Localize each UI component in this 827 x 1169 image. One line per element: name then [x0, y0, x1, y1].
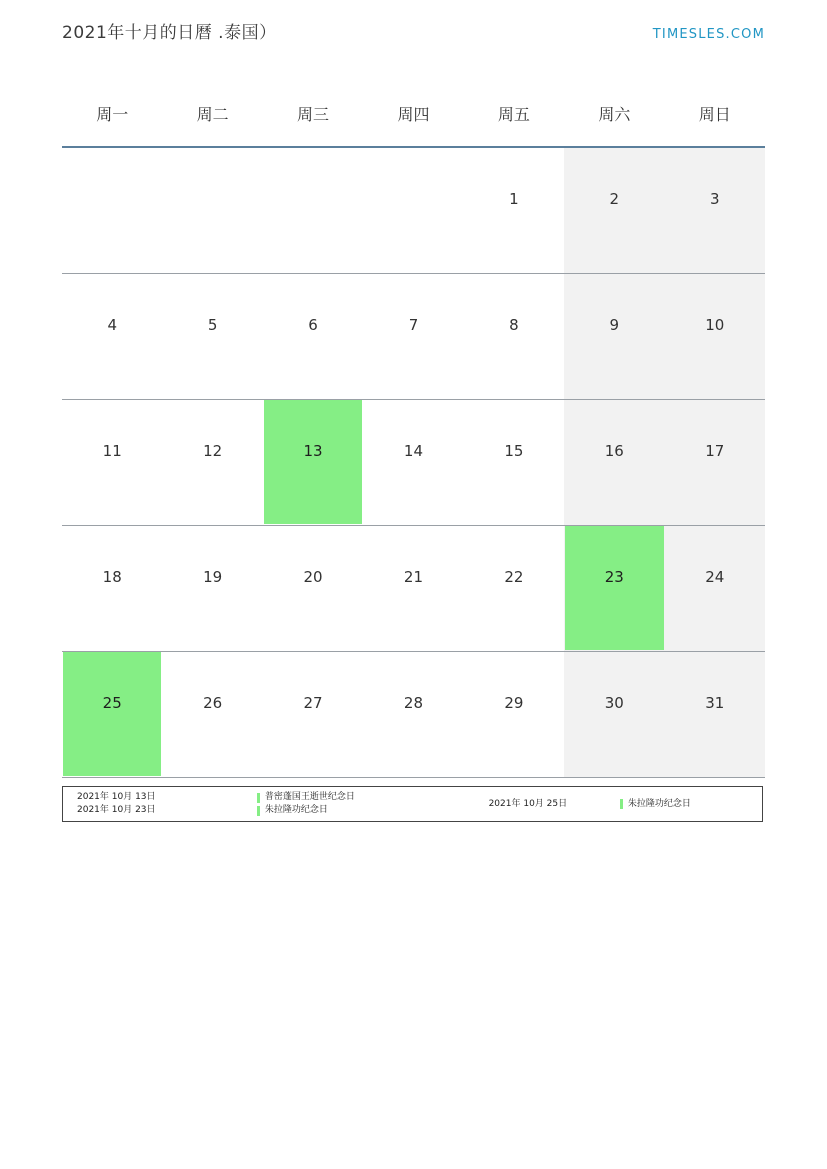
day-highlight: [464, 274, 564, 398]
day-cell[interactable]: [665, 274, 765, 400]
calendar-week-row: [62, 274, 765, 400]
legend-holiday-name: 朱拉隆功纪念日: [627, 798, 691, 809]
day-number: 4: [107, 316, 117, 334]
page-header: [62, 18, 765, 50]
day-highlight: [665, 400, 765, 524]
day-number: 9: [609, 316, 620, 334]
day-cell[interactable]: [263, 526, 363, 652]
weekday-header-sat: 周六: [564, 80, 664, 147]
day-cell[interactable]: [564, 147, 664, 274]
day-number: 27: [303, 694, 323, 712]
calendar-week-row: [62, 400, 765, 526]
legend-color-marker: [620, 799, 623, 809]
legend-holiday-name: 朱拉隆功纪念日: [264, 805, 328, 815]
weekday-header-sun: 周日: [665, 80, 765, 147]
day-cell[interactable]: [464, 147, 564, 274]
day-highlight: [62, 526, 162, 650]
day-number: 19: [203, 568, 223, 586]
day-cell[interactable]: [665, 652, 765, 778]
day-highlight: [564, 148, 664, 272]
legend-dates-column-1: [69, 787, 257, 821]
weekday-header-thu: 周四: [363, 80, 463, 147]
day-cell-holiday[interactable]: [263, 400, 363, 526]
day-number: 6: [308, 316, 318, 334]
day-cell[interactable]: [62, 526, 162, 652]
legend-holiday-entry: [257, 804, 481, 817]
day-highlight: [363, 526, 463, 650]
calendar-body: [62, 147, 765, 778]
legend-holiday-entry: [257, 791, 481, 804]
day-highlight: [263, 652, 363, 776]
day-highlight: [665, 274, 765, 398]
day-number: 17: [705, 442, 725, 460]
day-number: 7: [408, 316, 419, 334]
day-cell[interactable]: [363, 526, 463, 652]
legend-date: 2021年 10月 23日: [77, 805, 156, 815]
day-cell[interactable]: [62, 274, 162, 400]
day-cell[interactable]: [162, 147, 262, 274]
day-highlight: [464, 526, 564, 650]
day-cell[interactable]: [464, 274, 564, 400]
day-cell[interactable]: [363, 400, 463, 526]
day-highlight: [565, 526, 663, 650]
day-highlight: [263, 526, 363, 650]
day-number: 11: [102, 442, 122, 460]
day-number: 8: [509, 316, 519, 334]
day-number: 16: [604, 442, 624, 460]
day-cell[interactable]: [363, 147, 463, 274]
legend-names-column-1: [257, 787, 481, 821]
day-cell[interactable]: [162, 400, 262, 526]
day-number: 22: [504, 568, 524, 586]
day-cell-holiday[interactable]: [62, 652, 162, 778]
day-number: 21: [403, 568, 424, 586]
day-number: 23: [604, 568, 624, 586]
day-cell[interactable]: [665, 147, 765, 274]
day-cell[interactable]: [363, 652, 463, 778]
day-number: 25: [102, 694, 122, 712]
day-cell[interactable]: [464, 400, 564, 526]
calendar-table: [62, 80, 765, 778]
day-number: 28: [403, 694, 424, 712]
day-highlight: [162, 148, 262, 272]
legend-dates-column-2: [481, 787, 620, 821]
day-highlight: [363, 652, 463, 776]
day-highlight: [63, 652, 161, 776]
legend-color-marker: [257, 793, 260, 803]
day-cell[interactable]: [263, 274, 363, 400]
day-highlight: [162, 652, 262, 776]
day-cell[interactable]: [62, 400, 162, 526]
day-cell-holiday[interactable]: [564, 526, 664, 652]
day-cell[interactable]: [665, 400, 765, 526]
day-highlight: [263, 148, 363, 272]
legend-date: 2021年 10月 25日: [488, 798, 568, 809]
holiday-legend: [62, 786, 763, 822]
day-cell[interactable]: [564, 652, 664, 778]
calendar-week-row: [62, 147, 765, 274]
day-number: 31: [705, 694, 725, 712]
day-number: 29: [504, 694, 524, 712]
day-number: 2: [609, 190, 620, 208]
day-highlight: [263, 274, 363, 398]
day-number: 15: [504, 442, 524, 460]
legend-color-marker: [257, 806, 260, 816]
day-number: 5: [207, 316, 218, 334]
weekday-header-mon: 周一: [62, 80, 162, 147]
day-highlight: [464, 652, 564, 776]
day-highlight: [665, 148, 765, 272]
day-cell[interactable]: [263, 147, 363, 274]
day-cell[interactable]: [464, 652, 564, 778]
calendar-container: [62, 80, 765, 778]
day-number: 10: [705, 316, 725, 334]
day-highlight: [162, 274, 262, 398]
legend-names-column-2: [620, 787, 756, 821]
calendar-header-row: [62, 80, 765, 147]
day-cell[interactable]: [162, 274, 262, 400]
site-brand: TIMESLES.COM: [652, 27, 765, 42]
day-number: 24: [705, 568, 725, 586]
day-number: 13: [303, 442, 323, 460]
calendar-week-row: [62, 526, 765, 652]
day-highlight: [363, 274, 463, 398]
day-cell[interactable]: [62, 147, 162, 274]
weekday-header-fri: 周五: [464, 80, 564, 147]
day-cell[interactable]: [162, 652, 262, 778]
day-number: 30: [604, 694, 624, 712]
day-cell[interactable]: [263, 652, 363, 778]
day-highlight: [62, 400, 162, 524]
day-highlight: [665, 652, 765, 776]
day-cell[interactable]: [363, 274, 463, 400]
calendar-week-row: [62, 652, 765, 778]
day-number: 14: [403, 442, 424, 460]
day-highlight: [162, 526, 262, 650]
day-highlight: [363, 400, 463, 524]
page-title: 2021年十月的日曆 .泰国）: [62, 23, 277, 43]
legend-holiday-entry: [620, 798, 756, 811]
day-number: 1: [509, 190, 519, 208]
day-highlight: [464, 148, 564, 272]
day-number: 26: [203, 694, 223, 712]
day-highlight: [665, 526, 765, 650]
day-highlight: [62, 274, 162, 398]
weekday-header-wed: 周三: [263, 80, 363, 147]
day-highlight: [564, 652, 664, 776]
day-number: 18: [102, 568, 122, 586]
day-cell[interactable]: [564, 274, 664, 400]
day-highlight: [162, 400, 262, 524]
day-number: 12: [203, 442, 223, 460]
weekday-header-tue: 周二: [162, 80, 262, 147]
legend-date: 2021年 10月 13日: [77, 792, 156, 802]
day-cell[interactable]: [665, 526, 765, 652]
day-cell[interactable]: [464, 526, 564, 652]
day-number: 3: [709, 190, 720, 208]
day-highlight: [264, 400, 362, 524]
day-highlight: [564, 274, 664, 398]
day-highlight: [62, 148, 162, 272]
day-highlight: [363, 148, 463, 272]
day-cell[interactable]: [564, 400, 664, 526]
day-highlight: [464, 400, 564, 524]
day-highlight: [564, 400, 664, 524]
day-cell[interactable]: [162, 526, 262, 652]
legend-holiday-name: 普密蓬国王逝世纪念日: [264, 792, 355, 802]
day-number: 20: [303, 568, 323, 586]
